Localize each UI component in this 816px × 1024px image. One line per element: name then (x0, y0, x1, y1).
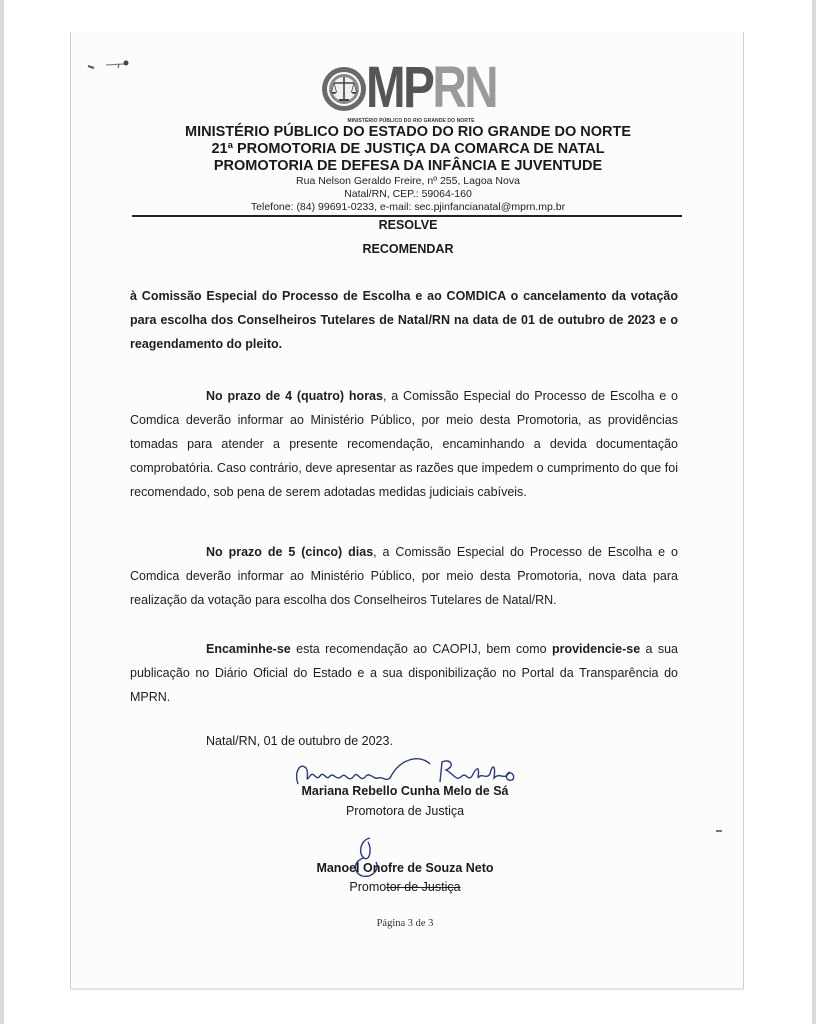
address-street: Rua Nelson Geraldo Freire, nº 255, Lagoa Nova (296, 175, 520, 187)
institution-name: MINISTÉRIO PÚBLICO DO ESTADO DO RIO GRANDE DO NORTE (184, 124, 632, 140)
scales-of-justice-emblem-icon (320, 65, 368, 113)
signatory-1-name: Mariana Rebello Cunha Melo de Sá (301, 784, 509, 798)
frame-border-right (812, 0, 816, 1024)
paragraph-forwarding (130, 637, 678, 709)
signatory-2-name: Manoel Onofre de Souza Neto (316, 861, 494, 875)
paragraph-4-hours (130, 384, 678, 504)
address-city: Natal/RN, CEP.: 59064-160 (344, 188, 472, 200)
heading-resolve: RESOLVE (378, 218, 438, 232)
contact-info: Telefone: (84) 99691-0233, e-mail: sec.pjinfancianatal@mprn.mp.br (250, 201, 566, 213)
signatory-1-role: Promotora de Justiça (345, 804, 465, 818)
paragraph-4-hours-text: , a Comissão Especial do Processo de Escolha e o Comdica deverão informar ao Ministério Público, por meio desta Promotoria, as providências tomadas para atender a presente recomendação, encaminhando a devida documentação comprobatória. Caso contrário, deve apresentar as razões que impedem o cumprimento do que foi recomendado, sob pena de serem adotadas medidas judiciais cabíveis. (130, 389, 679, 499)
page-number: Página 3 de 3 (376, 918, 434, 929)
logo-rn: RN (432, 55, 497, 120)
signatory-2-role-part-a: Promo (349, 880, 387, 894)
forwarding-text-1: esta recomendação ao CAOPIJ, bem como (290, 642, 552, 656)
department-name: PROMOTORIA DE DEFESA DA INFÂNCIA E JUVENTUDE (213, 158, 603, 174)
mprn-logo (320, 55, 500, 121)
ink-dot-mark (716, 830, 722, 832)
paragraph-recommendation: à Comissão Especial do Processo de Escolha e ao COMDICA o cancelamento da votação para escolha dos Conselheiros Tutelares de Natal/RN na data de 01 de outubro de 2023 e o reagendamento do pleito. (130, 289, 678, 351)
deadline-4-hours: No prazo de 4 (quatro) horas (206, 389, 383, 403)
heading-recomendar: RECOMENDAR (362, 242, 454, 256)
paragraph-5-days (130, 540, 678, 612)
frame-border-left (0, 0, 4, 1024)
logo-mp: MP (366, 55, 433, 120)
signatory-2-role (240, 880, 570, 894)
ink-smudge-mark (86, 60, 136, 72)
place-and-date: Natal/RN, 01 de outubro de 2023. (206, 734, 393, 748)
paragraph-5-days-text: , a Comissão Especial do Processo de Escolha e o Comdica deverão informar ao Ministério Público, por meio desta Promotoria, nova data para realização da votação para escolha dos Conselheiros Tutelares de Natal/RN. (130, 545, 679, 607)
letterhead (130, 124, 686, 214)
promotoria-name: 21ª PROMOTORIA DE JUSTIÇA DA COMARCA DE NATAL (211, 141, 605, 157)
logo-caption: MINISTÉRIO PÚBLICO DO RIO GRANDE DO NORTE (347, 118, 475, 124)
signatory-2-role-part-b: tor de Justiça (386, 880, 461, 894)
logo-wordmark (366, 55, 497, 120)
providencie-se: providencie-se (551, 642, 641, 656)
deadline-5-days: No prazo de 5 (cinco) dias (206, 545, 374, 559)
forwarding-text-2: a sua publicação no Diário Oficial do Estado e a sua disponibilização no Portal da Transparência do MPRN. (130, 642, 678, 704)
header-divider (132, 215, 682, 217)
encaminhe-se: Encaminhe-se (206, 642, 291, 656)
